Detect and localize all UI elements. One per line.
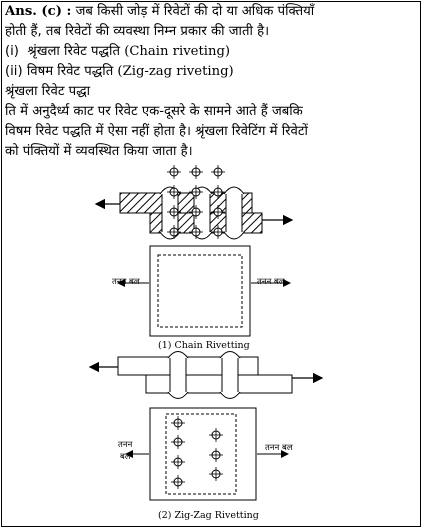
tension-label-right: तनन बल [265, 443, 293, 453]
rivet-hole [189, 165, 203, 179]
intro-line-1: Ans. (c) : जब किसी जोड़ में रिवेटों की दो या अधिक पंक्तियाँ [5, 4, 315, 19]
rivet [224, 187, 244, 239]
para-line-1: ति में अनुदैर्ध्य काट पर रिवेट एक-दूसरे के सामने आते हैं जबकि [5, 104, 303, 119]
zigzag-caption: (2) Zig-Zag Rivetting [158, 510, 259, 521]
tension-label-right: तनन बल [257, 277, 285, 287]
tension-label-left-1: तनन [118, 440, 133, 450]
rivet-column-left [171, 416, 185, 489]
rivet-hole [209, 448, 223, 462]
rivet-column-right [209, 428, 223, 481]
rivet-hole [167, 165, 181, 179]
section-heading: श्रृंखला रिवेट पद्धा [5, 84, 91, 99]
rivet-hole [211, 165, 225, 179]
tension-label-left: तनन बल [112, 277, 140, 287]
rivet-hole [171, 416, 185, 430]
para-line-2: विषम रिवेट पद्धति में ऐसा नहीं होता है। श्रृंखला रिवेटिंग में रिवेटों [5, 124, 308, 139]
rivet-hole [171, 435, 185, 449]
plate-outline [150, 246, 250, 336]
rivet-hole [209, 467, 223, 481]
bottom-plate [146, 375, 292, 393]
tension-label-left-2: बल [120, 452, 131, 462]
rivet-hole [171, 455, 185, 469]
rivet [168, 352, 188, 399]
intro-line-2: होती हैं, तब रिवेटों की व्यवस्था निम्न प्रकार की जाती है। [5, 24, 270, 39]
rivet [220, 352, 240, 399]
para-line-3: को पंक्तियों में व्यवस्थित किया जाता है। [5, 144, 193, 159]
item-chain: (i) श्रृंखला रिवेट पद्धति (Chain riveting) [5, 44, 231, 59]
zigzag-plan-view [118, 408, 293, 521]
chain-caption: (1) Chain Rivetting [158, 340, 250, 351]
item-zigzag: (ii) विषम रिवेट पद्धति (Zig-zag riveting) [5, 64, 234, 79]
rivet-hole [171, 475, 185, 489]
answer-prefix: Ans. (c) : [5, 4, 72, 19]
zigzag-section-view [90, 352, 322, 399]
rivet-hole [209, 428, 223, 442]
overlap-outline [158, 255, 242, 327]
